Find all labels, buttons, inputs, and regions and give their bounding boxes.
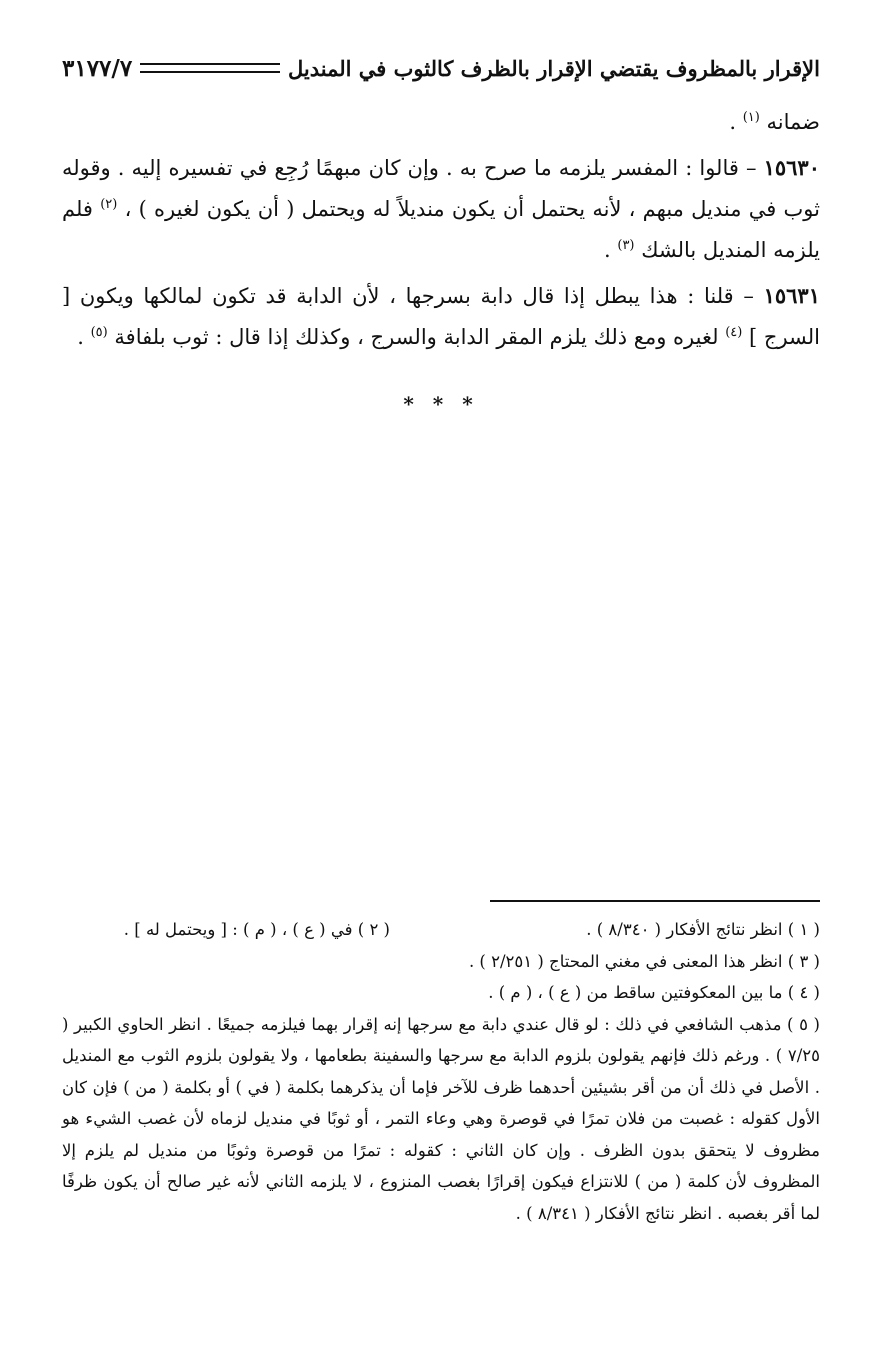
section-separator: * * * xyxy=(403,392,479,416)
paragraph-text: . xyxy=(77,325,84,349)
carryover-line xyxy=(62,102,820,143)
book-page xyxy=(62,46,820,1326)
running-header xyxy=(62,46,820,90)
paragraph-15631 xyxy=(62,275,820,358)
footnote-3: ( ٣ ) انظر هذا المعنى في مغني المحتاج ( ٢/٢٥١ ) . xyxy=(468,951,820,971)
paragraph-text: قالوا : المفسر يلزمه ما صرح به . وإن كان مبهمًا رُجِع في تفسيره إليه . وقوله ثوب في منديل مبهم ، لأنه يحتمل أن يكون منديلاً له ويحتمل ( أن يكون لغيره ) ، xyxy=(62,156,821,221)
footnote-ref-3[interactable]: (٣) xyxy=(617,238,635,253)
footnote-ref-5[interactable]: (٥) xyxy=(90,325,108,340)
main-text xyxy=(62,102,820,425)
paragraph-number: ١٥٦٣١ xyxy=(763,283,820,308)
footnote-4: ( ٤ ) ما بين المعكوفتين ساقط من ( ع ) ، ( م ) . xyxy=(488,983,820,1002)
header-double-rule xyxy=(140,63,280,73)
paragraph-dash: – xyxy=(745,156,757,180)
header-page-reference: ٣١٧٧/٧ xyxy=(62,54,133,82)
paragraph-dash: – xyxy=(743,284,754,308)
paragraph-text: . xyxy=(603,238,611,262)
footnote-ref-4[interactable]: (٤) xyxy=(725,325,743,340)
paragraph-number: ١٥٦٣٠ xyxy=(763,155,820,180)
paragraph-text: قلنا : هذا يبطل إذا قال دابة بسرجها ، لأن الدابة قد تكون لمالكها ويكون [ السرج ] xyxy=(62,284,820,349)
paragraph-text: لغيره ومع ذلك يلزم المقر الدابة والسرج ، وكذلك إذا قال : ثوب بلفافة xyxy=(114,325,719,349)
paragraph-15630 xyxy=(62,147,820,271)
carryover-text: ضمانه xyxy=(766,110,820,134)
footnote-row xyxy=(62,914,820,946)
footnote-divider xyxy=(490,900,820,902)
footnote-ref-2[interactable]: (٢) xyxy=(100,197,118,212)
footnote-ref-1[interactable]: (١) xyxy=(742,110,760,125)
footnote-5: ( ٥ ) مذهب الشافعي في ذلك : لو قال عندي دابة مع سرجها إنه إقرار بهما فيلزمه جميعًا . انظر الحاوي الكبير ( ٧/٢٥ ) . ورغم ذلك فإنهم يقولون بلزوم الدابة مع سرجها والسفينة بطعامها ، ولا يقولون بلزوم الثوب مع المنديل . الأصل في ذلك أن من أقر بشيئين أحدهما ظرف للآخر فإما أن يذكرهما بكلمة ( في ) أو بكلمة ( من ) فإن كان الأول كقوله : غصبت من فلان تمرًا في قوصرة وهي وعاء التمر ، أو ثوبًا في منديل لزماه لأن غصب الشيء هو مظروف لا يتحقق بدون الظرف . وإن كان الثاني : كقوله : تمرًا من قوصرة وثوبًا من منديل لم يلزم إلا المظروف لأن كلمة ( من ) للانتزاع فيكون إقرارًا بغصب المنزوع ، لا يلزمه الثاني لأنه غير صالح أن يكون ظرفًا لما أقر بغصبه . انظر نتائج الأفكار ( ٨/٣٤١ ) . xyxy=(62,1014,820,1223)
footnote-2: ( ٢ ) في ( ع ) ، ( م ) : [ ويحتمل له ] . xyxy=(123,920,390,939)
footnotes xyxy=(62,914,820,1229)
header-title: الإقرار بالمظروف يقتضي الإقرار بالظرف كالثوب في المنديل xyxy=(287,55,820,81)
footnote-1: ( ١ ) انظر نتائج الأفكار ( ٨/٣٤٠ ) . xyxy=(586,920,820,939)
paragraph-text: فلم يلزمه المنديل بالشك xyxy=(62,197,820,262)
carryover-end: . xyxy=(729,110,736,134)
